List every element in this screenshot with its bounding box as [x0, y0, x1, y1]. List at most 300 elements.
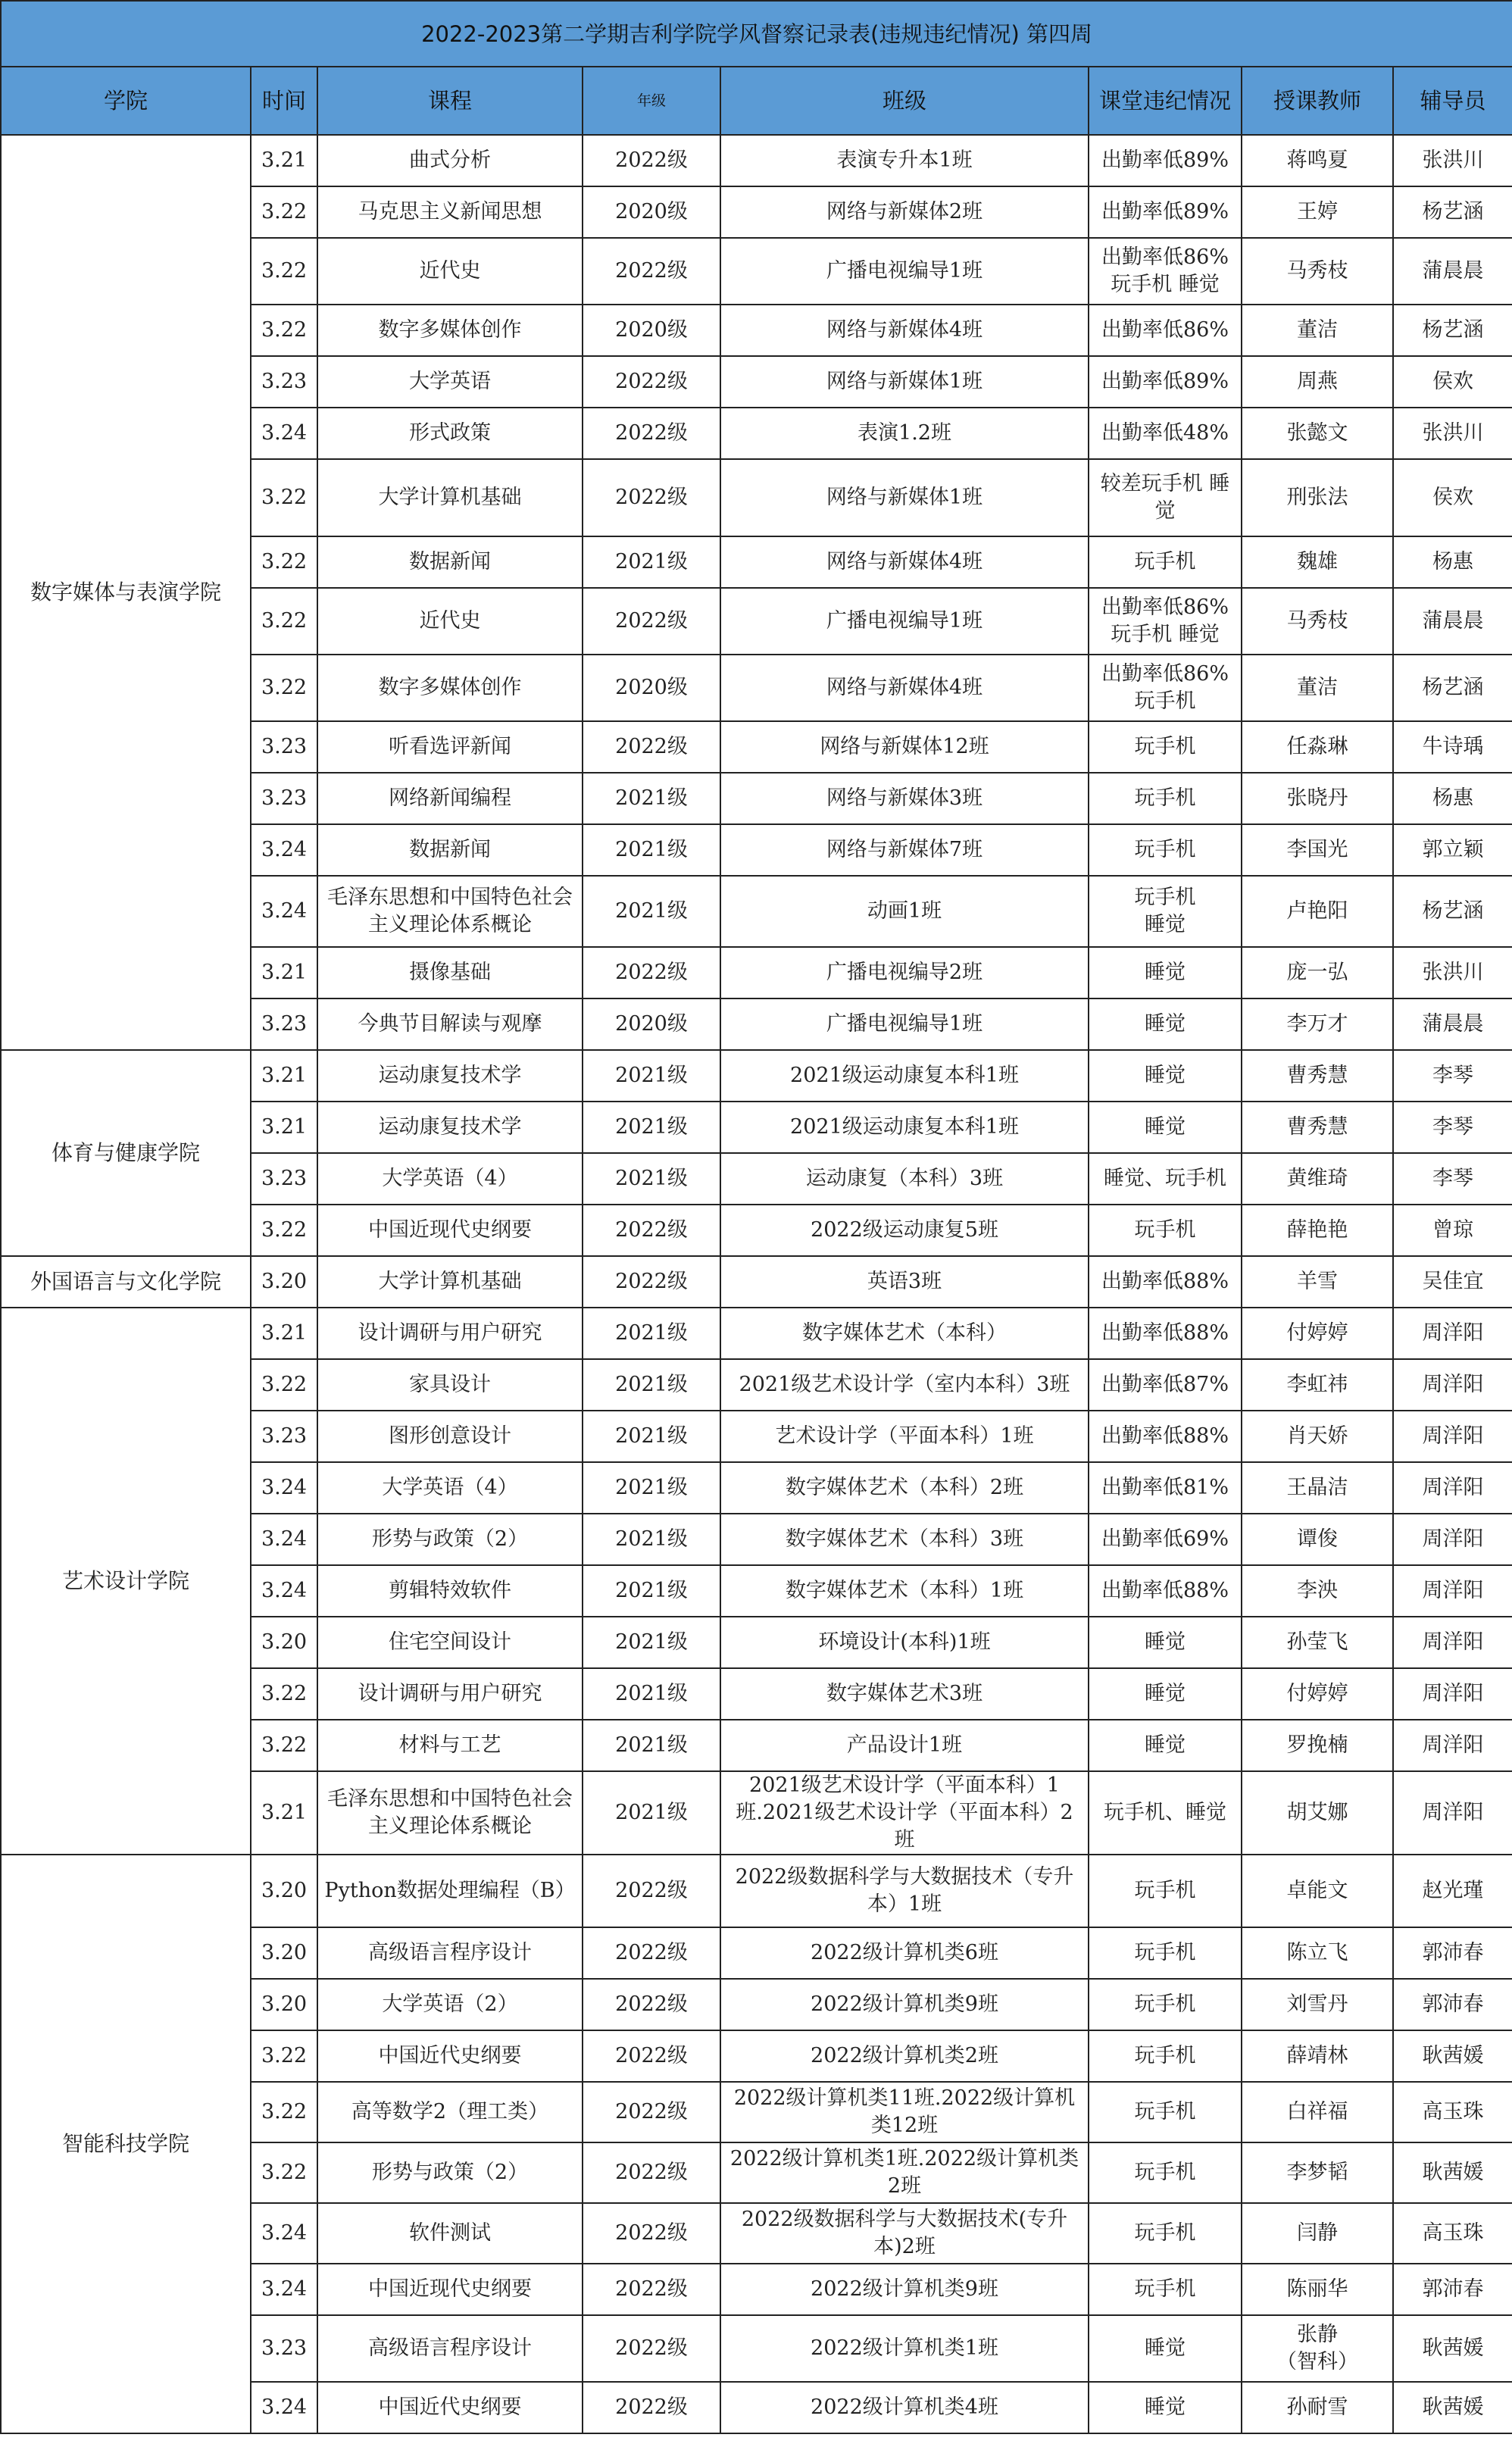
- class-cell: 广播电视编导1班: [720, 238, 1089, 305]
- violation-cell: 玩手机: [1089, 1927, 1242, 1979]
- course-cell: 家具设计: [317, 1359, 583, 1411]
- header-grade: 年级: [583, 67, 720, 135]
- violation-cell: 玩手机: [1089, 2142, 1242, 2203]
- violation-cell: 玩手机: [1089, 1855, 1242, 1927]
- class-cell: 2022级数据科学与大数据技术(专升本)2班: [720, 2203, 1089, 2264]
- class-cell: 网络与新媒体2班: [720, 186, 1089, 238]
- class-cell: 网络与新媒体4班: [720, 655, 1089, 721]
- grade-cell: 2022级: [583, 2142, 720, 2203]
- college-cell: 艺术设计学院: [1, 1308, 251, 1855]
- teacher-cell: 胡艾娜: [1242, 1771, 1393, 1855]
- counselor-cell: 赵光瑾: [1393, 1855, 1512, 1927]
- teacher-cell: 闫静: [1242, 2203, 1393, 2264]
- time-cell: 3.20: [251, 1617, 317, 1668]
- time-cell: 3.22: [251, 588, 317, 655]
- grade-cell: 2021级: [583, 876, 720, 947]
- violation-cell: 睡觉: [1089, 2315, 1242, 2382]
- time-cell: 3.20: [251, 1855, 317, 1927]
- class-cell: 艺术设计学（平面本科）1班: [720, 1411, 1089, 1462]
- time-cell: 3.21: [251, 1308, 317, 1359]
- counselor-cell: 杨艺涵: [1393, 186, 1512, 238]
- counselor-cell: 杨艺涵: [1393, 305, 1512, 356]
- violation-cell: 出勤率低86%: [1089, 305, 1242, 356]
- teacher-cell: 孙莹飞: [1242, 1617, 1393, 1668]
- grade-cell: 2021级: [583, 773, 720, 824]
- course-cell: 高等数学2（理工类）: [317, 2082, 583, 2142]
- grade-cell: 2022级: [583, 2382, 720, 2433]
- teacher-cell: 马秀枝: [1242, 238, 1393, 305]
- time-cell: 3.24: [251, 824, 317, 876]
- counselor-cell: 牛诗瑀: [1393, 721, 1512, 773]
- grade-cell: 2022级: [583, 1927, 720, 1979]
- teacher-cell: 羊雪: [1242, 1256, 1393, 1308]
- course-cell: 形势与政策（2）: [317, 2142, 583, 2203]
- grade-cell: 2021级: [583, 1771, 720, 1855]
- class-cell: 2022级计算机类6班: [720, 1927, 1089, 1979]
- course-cell: 近代史: [317, 238, 583, 305]
- counselor-cell: 杨惠: [1393, 773, 1512, 824]
- violation-cell: 睡觉: [1089, 998, 1242, 1050]
- class-cell: 运动康复（本科）3班: [720, 1153, 1089, 1205]
- class-cell: 数字媒体艺术（本科）2班: [720, 1462, 1089, 1514]
- counselor-cell: 郭沛春: [1393, 1927, 1512, 1979]
- class-cell: 广播电视编导1班: [720, 998, 1089, 1050]
- course-cell: 形势与政策（2）: [317, 1514, 583, 1565]
- counselor-cell: 蒲晨晨: [1393, 998, 1512, 1050]
- grade-cell: 2020级: [583, 305, 720, 356]
- course-cell: 设计调研与用户研究: [317, 1668, 583, 1720]
- grade-cell: 2022级: [583, 947, 720, 998]
- teacher-cell: 曹秀慧: [1242, 1102, 1393, 1153]
- course-cell: 材料与工艺: [317, 1720, 583, 1771]
- header-college: 学院: [1, 67, 251, 135]
- time-cell: 3.22: [251, 1359, 317, 1411]
- grade-cell: 2021级: [583, 1514, 720, 1565]
- grade-cell: 2022级: [583, 2082, 720, 2142]
- grade-cell: 2021级: [583, 1102, 720, 1153]
- teacher-cell: 王晶洁: [1242, 1462, 1393, 1514]
- course-cell: 毛泽东思想和中国特色社会主义理论体系概论: [317, 1771, 583, 1855]
- violation-cell: 出勤率低86% 玩手机: [1089, 655, 1242, 721]
- counselor-cell: 曾琼: [1393, 1205, 1512, 1256]
- violation-cell: 玩手机: [1089, 773, 1242, 824]
- counselor-cell: 耿茜媛: [1393, 2315, 1512, 2382]
- time-cell: 3.21: [251, 135, 317, 186]
- course-cell: 中国近现代史纲要: [317, 2264, 583, 2315]
- grade-cell: 2022级: [583, 1979, 720, 2030]
- course-cell: 大学计算机基础: [317, 1256, 583, 1308]
- class-cell: 表演专升本1班: [720, 135, 1089, 186]
- teacher-cell: 罗挽楠: [1242, 1720, 1393, 1771]
- teacher-cell: 张懿文: [1242, 408, 1393, 459]
- time-cell: 3.23: [251, 998, 317, 1050]
- class-cell: 网络与新媒体12班: [720, 721, 1089, 773]
- time-cell: 3.24: [251, 1514, 317, 1565]
- teacher-cell: 李国光: [1242, 824, 1393, 876]
- violation-cell: 出勤率低48%: [1089, 408, 1242, 459]
- course-cell: 大学计算机基础: [317, 459, 583, 536]
- table-row: [1, 1855, 1512, 1927]
- counselor-cell: 高玉珠: [1393, 2203, 1512, 2264]
- violation-cell: 出勤率低88%: [1089, 1256, 1242, 1308]
- college-cell: 外国语言与文化学院: [1, 1256, 251, 1308]
- counselor-cell: 周洋阳: [1393, 1514, 1512, 1565]
- class-cell: 2021级艺术设计学（平面本科）1班.2021级艺术设计学（平面本科）2班: [720, 1771, 1089, 1855]
- counselor-cell: 周洋阳: [1393, 1308, 1512, 1359]
- teacher-cell: 卓能文: [1242, 1855, 1393, 1927]
- counselor-cell: 张洪川: [1393, 135, 1512, 186]
- grade-cell: 2022级: [583, 2315, 720, 2382]
- course-cell: 大学英语: [317, 356, 583, 408]
- teacher-cell: 刘雪丹: [1242, 1979, 1393, 2030]
- violation-cell: 玩手机 睡觉: [1089, 876, 1242, 947]
- counselor-cell: 杨艺涵: [1393, 655, 1512, 721]
- college-cell: 智能科技学院: [1, 1855, 251, 2433]
- header-counselor: 辅导员: [1393, 67, 1512, 135]
- college-cell: 体育与健康学院: [1, 1050, 251, 1256]
- grade-cell: 2022级: [583, 721, 720, 773]
- violation-cell: 睡觉: [1089, 1720, 1242, 1771]
- violation-cell: 玩手机: [1089, 824, 1242, 876]
- time-cell: 3.22: [251, 1720, 317, 1771]
- class-cell: 数字媒体艺术（本科）3班: [720, 1514, 1089, 1565]
- teacher-cell: 陈丽华: [1242, 2264, 1393, 2315]
- course-cell: 中国近代史纲要: [317, 2030, 583, 2082]
- time-cell: 3.23: [251, 356, 317, 408]
- class-cell: 环境设计(本科)1班: [720, 1617, 1089, 1668]
- class-cell: 网络与新媒体4班: [720, 305, 1089, 356]
- grade-cell: 2021级: [583, 1565, 720, 1617]
- grade-cell: 2022级: [583, 408, 720, 459]
- violation-cell: 睡觉: [1089, 947, 1242, 998]
- counselor-cell: 张洪川: [1393, 947, 1512, 998]
- time-cell: 3.21: [251, 1771, 317, 1855]
- counselor-cell: 李琴: [1393, 1153, 1512, 1205]
- teacher-cell: 陈立飞: [1242, 1927, 1393, 1979]
- course-cell: 听看选评新闻: [317, 721, 583, 773]
- violation-cell: 出勤率低88%: [1089, 1411, 1242, 1462]
- grade-cell: 2021级: [583, 1308, 720, 1359]
- time-cell: 3.23: [251, 773, 317, 824]
- time-cell: 3.24: [251, 1462, 317, 1514]
- grade-cell: 2021级: [583, 1153, 720, 1205]
- header-violation: 课堂违纪情况: [1089, 67, 1242, 135]
- violation-cell: 出勤率低89%: [1089, 186, 1242, 238]
- teacher-cell: 马秀枝: [1242, 588, 1393, 655]
- time-cell: 3.22: [251, 459, 317, 536]
- teacher-cell: 孙耐雪: [1242, 2382, 1393, 2433]
- time-cell: 3.22: [251, 2142, 317, 2203]
- header-teacher: 授课教师: [1242, 67, 1393, 135]
- course-cell: Python数据处理编程（B）: [317, 1855, 583, 1927]
- course-cell: 数据新闻: [317, 824, 583, 876]
- time-cell: 3.22: [251, 1668, 317, 1720]
- violation-cell: 玩手机: [1089, 2082, 1242, 2142]
- class-cell: 产品设计1班: [720, 1720, 1089, 1771]
- course-cell: 住宅空间设计: [317, 1617, 583, 1668]
- class-cell: 2022级计算机类1班.2022级计算机类2班: [720, 2142, 1089, 2203]
- time-cell: 3.24: [251, 2264, 317, 2315]
- course-cell: 数字多媒体创作: [317, 655, 583, 721]
- violation-cell: 玩手机: [1089, 1205, 1242, 1256]
- counselor-cell: 郭立颖: [1393, 824, 1512, 876]
- time-cell: 3.24: [251, 1565, 317, 1617]
- course-cell: 近代史: [317, 588, 583, 655]
- counselor-cell: 高玉珠: [1393, 2082, 1512, 2142]
- violation-cell: 出勤率低87%: [1089, 1359, 1242, 1411]
- teacher-cell: 董洁: [1242, 655, 1393, 721]
- violation-cell: 出勤率低89%: [1089, 356, 1242, 408]
- counselor-cell: 郭沛春: [1393, 2264, 1512, 2315]
- teacher-cell: 魏雄: [1242, 536, 1393, 588]
- counselor-cell: 周洋阳: [1393, 1359, 1512, 1411]
- class-cell: 2022级计算机类1班: [720, 2315, 1089, 2382]
- teacher-cell: 刑张法: [1242, 459, 1393, 536]
- grade-cell: 2021级: [583, 1617, 720, 1668]
- course-cell: 网络新闻编程: [317, 773, 583, 824]
- violation-cell: 出勤率低86% 玩手机 睡觉: [1089, 238, 1242, 305]
- grade-cell: 2022级: [583, 356, 720, 408]
- table-row: [1, 1050, 1512, 1102]
- violation-cell: 玩手机: [1089, 536, 1242, 588]
- grade-cell: 2021级: [583, 824, 720, 876]
- counselor-cell: 周洋阳: [1393, 1565, 1512, 1617]
- time-cell: 3.22: [251, 2030, 317, 2082]
- course-cell: 数据新闻: [317, 536, 583, 588]
- course-cell: 中国近现代史纲要: [317, 1205, 583, 1256]
- violation-cell: 睡觉: [1089, 2382, 1242, 2433]
- teacher-cell: 周燕: [1242, 356, 1393, 408]
- class-cell: 动画1班: [720, 876, 1089, 947]
- counselor-cell: 侯欢: [1393, 356, 1512, 408]
- counselor-cell: 李琴: [1393, 1102, 1512, 1153]
- counselor-cell: 吴佳宜: [1393, 1256, 1512, 1308]
- course-cell: 马克思主义新闻思想: [317, 186, 583, 238]
- course-cell: 形式政策: [317, 408, 583, 459]
- time-cell: 3.24: [251, 408, 317, 459]
- course-cell: 设计调研与用户研究: [317, 1308, 583, 1359]
- time-cell: 3.23: [251, 721, 317, 773]
- course-cell: 摄像基础: [317, 947, 583, 998]
- violation-cell: 出勤率低89%: [1089, 135, 1242, 186]
- violation-cell: 出勤率低88%: [1089, 1565, 1242, 1617]
- violation-cell: 出勤率低86% 玩手机 睡觉: [1089, 588, 1242, 655]
- grade-cell: 2021级: [583, 1050, 720, 1102]
- violation-cell: 出勤率低69%: [1089, 1514, 1242, 1565]
- class-cell: 网络与新媒体3班: [720, 773, 1089, 824]
- violation-cell: 玩手机: [1089, 2203, 1242, 2264]
- time-cell: 3.21: [251, 1102, 317, 1153]
- college-cell: 数字媒体与表演学院: [1, 135, 251, 1050]
- time-cell: 3.22: [251, 1205, 317, 1256]
- grade-cell: 2020级: [583, 998, 720, 1050]
- class-cell: 网络与新媒体1班: [720, 356, 1089, 408]
- teacher-cell: 白祥福: [1242, 2082, 1393, 2142]
- header-course: 课程: [317, 67, 583, 135]
- teacher-cell: 付婷婷: [1242, 1308, 1393, 1359]
- counselor-cell: 蒲晨晨: [1393, 238, 1512, 305]
- class-cell: 2022级计算机类11班.2022级计算机类12班: [720, 2082, 1089, 2142]
- course-cell: 毛泽东思想和中国特色社会主义理论体系概论: [317, 876, 583, 947]
- teacher-cell: 曹秀慧: [1242, 1050, 1393, 1102]
- grade-cell: 2021级: [583, 1359, 720, 1411]
- course-cell: 中国近代史纲要: [317, 2382, 583, 2433]
- counselor-cell: 杨惠: [1393, 536, 1512, 588]
- teacher-cell: 张静 （智科）: [1242, 2315, 1393, 2382]
- course-cell: 剪辑特效软件: [317, 1565, 583, 1617]
- time-cell: 3.22: [251, 305, 317, 356]
- counselor-cell: 周洋阳: [1393, 1462, 1512, 1514]
- time-cell: 3.21: [251, 947, 317, 998]
- grade-cell: 2022级: [583, 135, 720, 186]
- counselor-cell: 侯欢: [1393, 459, 1512, 536]
- teacher-cell: 任淼琳: [1242, 721, 1393, 773]
- teacher-cell: 付婷婷: [1242, 1668, 1393, 1720]
- teacher-cell: 李泱: [1242, 1565, 1393, 1617]
- violation-cell: 玩手机: [1089, 2030, 1242, 2082]
- violation-cell: 出勤率低81%: [1089, 1462, 1242, 1514]
- course-cell: 高级语言程序设计: [317, 1927, 583, 1979]
- class-cell: 2022级计算机类4班: [720, 2382, 1089, 2433]
- time-cell: 3.20: [251, 1927, 317, 1979]
- course-cell: 大学英语（4）: [317, 1153, 583, 1205]
- counselor-cell: 周洋阳: [1393, 1617, 1512, 1668]
- teacher-cell: 肖天娇: [1242, 1411, 1393, 1462]
- teacher-cell: 薛靖林: [1242, 2030, 1393, 2082]
- counselor-cell: 周洋阳: [1393, 1668, 1512, 1720]
- grade-cell: 2020级: [583, 655, 720, 721]
- class-cell: 网络与新媒体7班: [720, 824, 1089, 876]
- counselor-cell: 耿茜媛: [1393, 2382, 1512, 2433]
- course-cell: 图形创意设计: [317, 1411, 583, 1462]
- table-row: [1, 1308, 1512, 1359]
- time-cell: 3.20: [251, 1979, 317, 2030]
- grade-cell: 2021级: [583, 536, 720, 588]
- teacher-cell: 黄维琦: [1242, 1153, 1393, 1205]
- teacher-cell: 王婷: [1242, 186, 1393, 238]
- class-cell: 数字媒体艺术（本科）1班: [720, 1565, 1089, 1617]
- course-cell: 数字多媒体创作: [317, 305, 583, 356]
- teacher-cell: 李万才: [1242, 998, 1393, 1050]
- grade-cell: 2021级: [583, 1720, 720, 1771]
- teacher-cell: 张晓丹: [1242, 773, 1393, 824]
- grade-cell: 2022级: [583, 2203, 720, 2264]
- time-cell: 3.23: [251, 2315, 317, 2382]
- class-cell: 广播电视编导2班: [720, 947, 1089, 998]
- counselor-cell: 郭沛春: [1393, 1979, 1512, 2030]
- class-cell: 表演1.2班: [720, 408, 1089, 459]
- teacher-cell: 薛艳艳: [1242, 1205, 1393, 1256]
- table-row: [1, 135, 1512, 186]
- table-body: [1, 135, 1512, 2433]
- counselor-cell: 蒲晨晨: [1393, 588, 1512, 655]
- class-cell: 数字媒体艺术3班: [720, 1668, 1089, 1720]
- class-cell: 2021级运动康复本科1班: [720, 1102, 1089, 1153]
- table-row: [1, 1256, 1512, 1308]
- violation-cell: 较差玩手机 睡觉: [1089, 459, 1242, 536]
- time-cell: 3.22: [251, 238, 317, 305]
- teacher-cell: 卢艳阳: [1242, 876, 1393, 947]
- teacher-cell: 谭俊: [1242, 1514, 1393, 1565]
- time-cell: 3.20: [251, 1256, 317, 1308]
- counselor-cell: 杨艺涵: [1393, 876, 1512, 947]
- header-time: 时间: [251, 67, 317, 135]
- class-cell: 英语3班: [720, 1256, 1089, 1308]
- counselor-cell: 周洋阳: [1393, 1720, 1512, 1771]
- grade-cell: 2022级: [583, 2264, 720, 2315]
- header-class: 班级: [720, 67, 1089, 135]
- time-cell: 3.22: [251, 186, 317, 238]
- violation-cell: 睡觉: [1089, 1668, 1242, 1720]
- class-cell: 2022级计算机类9班: [720, 2264, 1089, 2315]
- grade-cell: 2021级: [583, 1668, 720, 1720]
- violation-cell: 睡觉、玩手机: [1089, 1153, 1242, 1205]
- time-cell: 3.23: [251, 1153, 317, 1205]
- course-cell: 软件测试: [317, 2203, 583, 2264]
- counselor-cell: 周洋阳: [1393, 1411, 1512, 1462]
- class-cell: 2021级运动康复本科1班: [720, 1050, 1089, 1102]
- course-cell: 高级语言程序设计: [317, 2315, 583, 2382]
- time-cell: 3.23: [251, 1411, 317, 1462]
- violation-cell: 玩手机: [1089, 1979, 1242, 2030]
- time-cell: 3.24: [251, 2203, 317, 2264]
- class-cell: 广播电视编导1班: [720, 588, 1089, 655]
- counselor-cell: 周洋阳: [1393, 1771, 1512, 1855]
- time-cell: 3.24: [251, 2382, 317, 2433]
- class-cell: 2022级计算机类2班: [720, 2030, 1089, 2082]
- course-cell: 今典节目解读与观摩: [317, 998, 583, 1050]
- violation-cell: 睡觉: [1089, 1617, 1242, 1668]
- time-cell: 3.24: [251, 876, 317, 947]
- class-cell: 网络与新媒体1班: [720, 459, 1089, 536]
- class-cell: 网络与新媒体4班: [720, 536, 1089, 588]
- teacher-cell: 董洁: [1242, 305, 1393, 356]
- grade-cell: 2022级: [583, 1256, 720, 1308]
- counselor-cell: 耿茜媛: [1393, 2030, 1512, 2082]
- course-cell: 运动康复技术学: [317, 1102, 583, 1153]
- time-cell: 3.21: [251, 1050, 317, 1102]
- table-title: 2022-2023第二学期吉利学院学风督察记录表(违规违纪情况) 第四周: [1, 1, 1512, 67]
- class-cell: 2022级运动康复5班: [720, 1205, 1089, 1256]
- course-cell: 运动康复技术学: [317, 1050, 583, 1102]
- violation-cell: 出勤率低88%: [1089, 1308, 1242, 1359]
- grade-cell: 2022级: [583, 588, 720, 655]
- class-cell: 2022级数据科学与大数据技术（专升本）1班: [720, 1855, 1089, 1927]
- grade-cell: 2022级: [583, 1205, 720, 1256]
- counselor-cell: 李琴: [1393, 1050, 1512, 1102]
- class-cell: 2022级计算机类9班: [720, 1979, 1089, 2030]
- counselor-cell: 张洪川: [1393, 408, 1512, 459]
- grade-cell: 2022级: [583, 238, 720, 305]
- time-cell: 3.22: [251, 655, 317, 721]
- violation-cell: 玩手机: [1089, 721, 1242, 773]
- grade-cell: 2020级: [583, 186, 720, 238]
- grade-cell: 2022级: [583, 459, 720, 536]
- time-cell: 3.22: [251, 2082, 317, 2142]
- class-cell: 2021级艺术设计学（室内本科）3班: [720, 1359, 1089, 1411]
- grade-cell: 2022级: [583, 1855, 720, 1927]
- violation-cell: 玩手机、睡觉: [1089, 1771, 1242, 1855]
- teacher-cell: 蒋鸣夏: [1242, 135, 1393, 186]
- grade-cell: 2021级: [583, 1411, 720, 1462]
- violation-cell: 玩手机: [1089, 2264, 1242, 2315]
- teacher-cell: 李梦韬: [1242, 2142, 1393, 2203]
- time-cell: 3.22: [251, 536, 317, 588]
- course-cell: 曲式分析: [317, 135, 583, 186]
- counselor-cell: 耿茜媛: [1393, 2142, 1512, 2203]
- violation-cell: 睡觉: [1089, 1050, 1242, 1102]
- grade-cell: 2021级: [583, 1462, 720, 1514]
